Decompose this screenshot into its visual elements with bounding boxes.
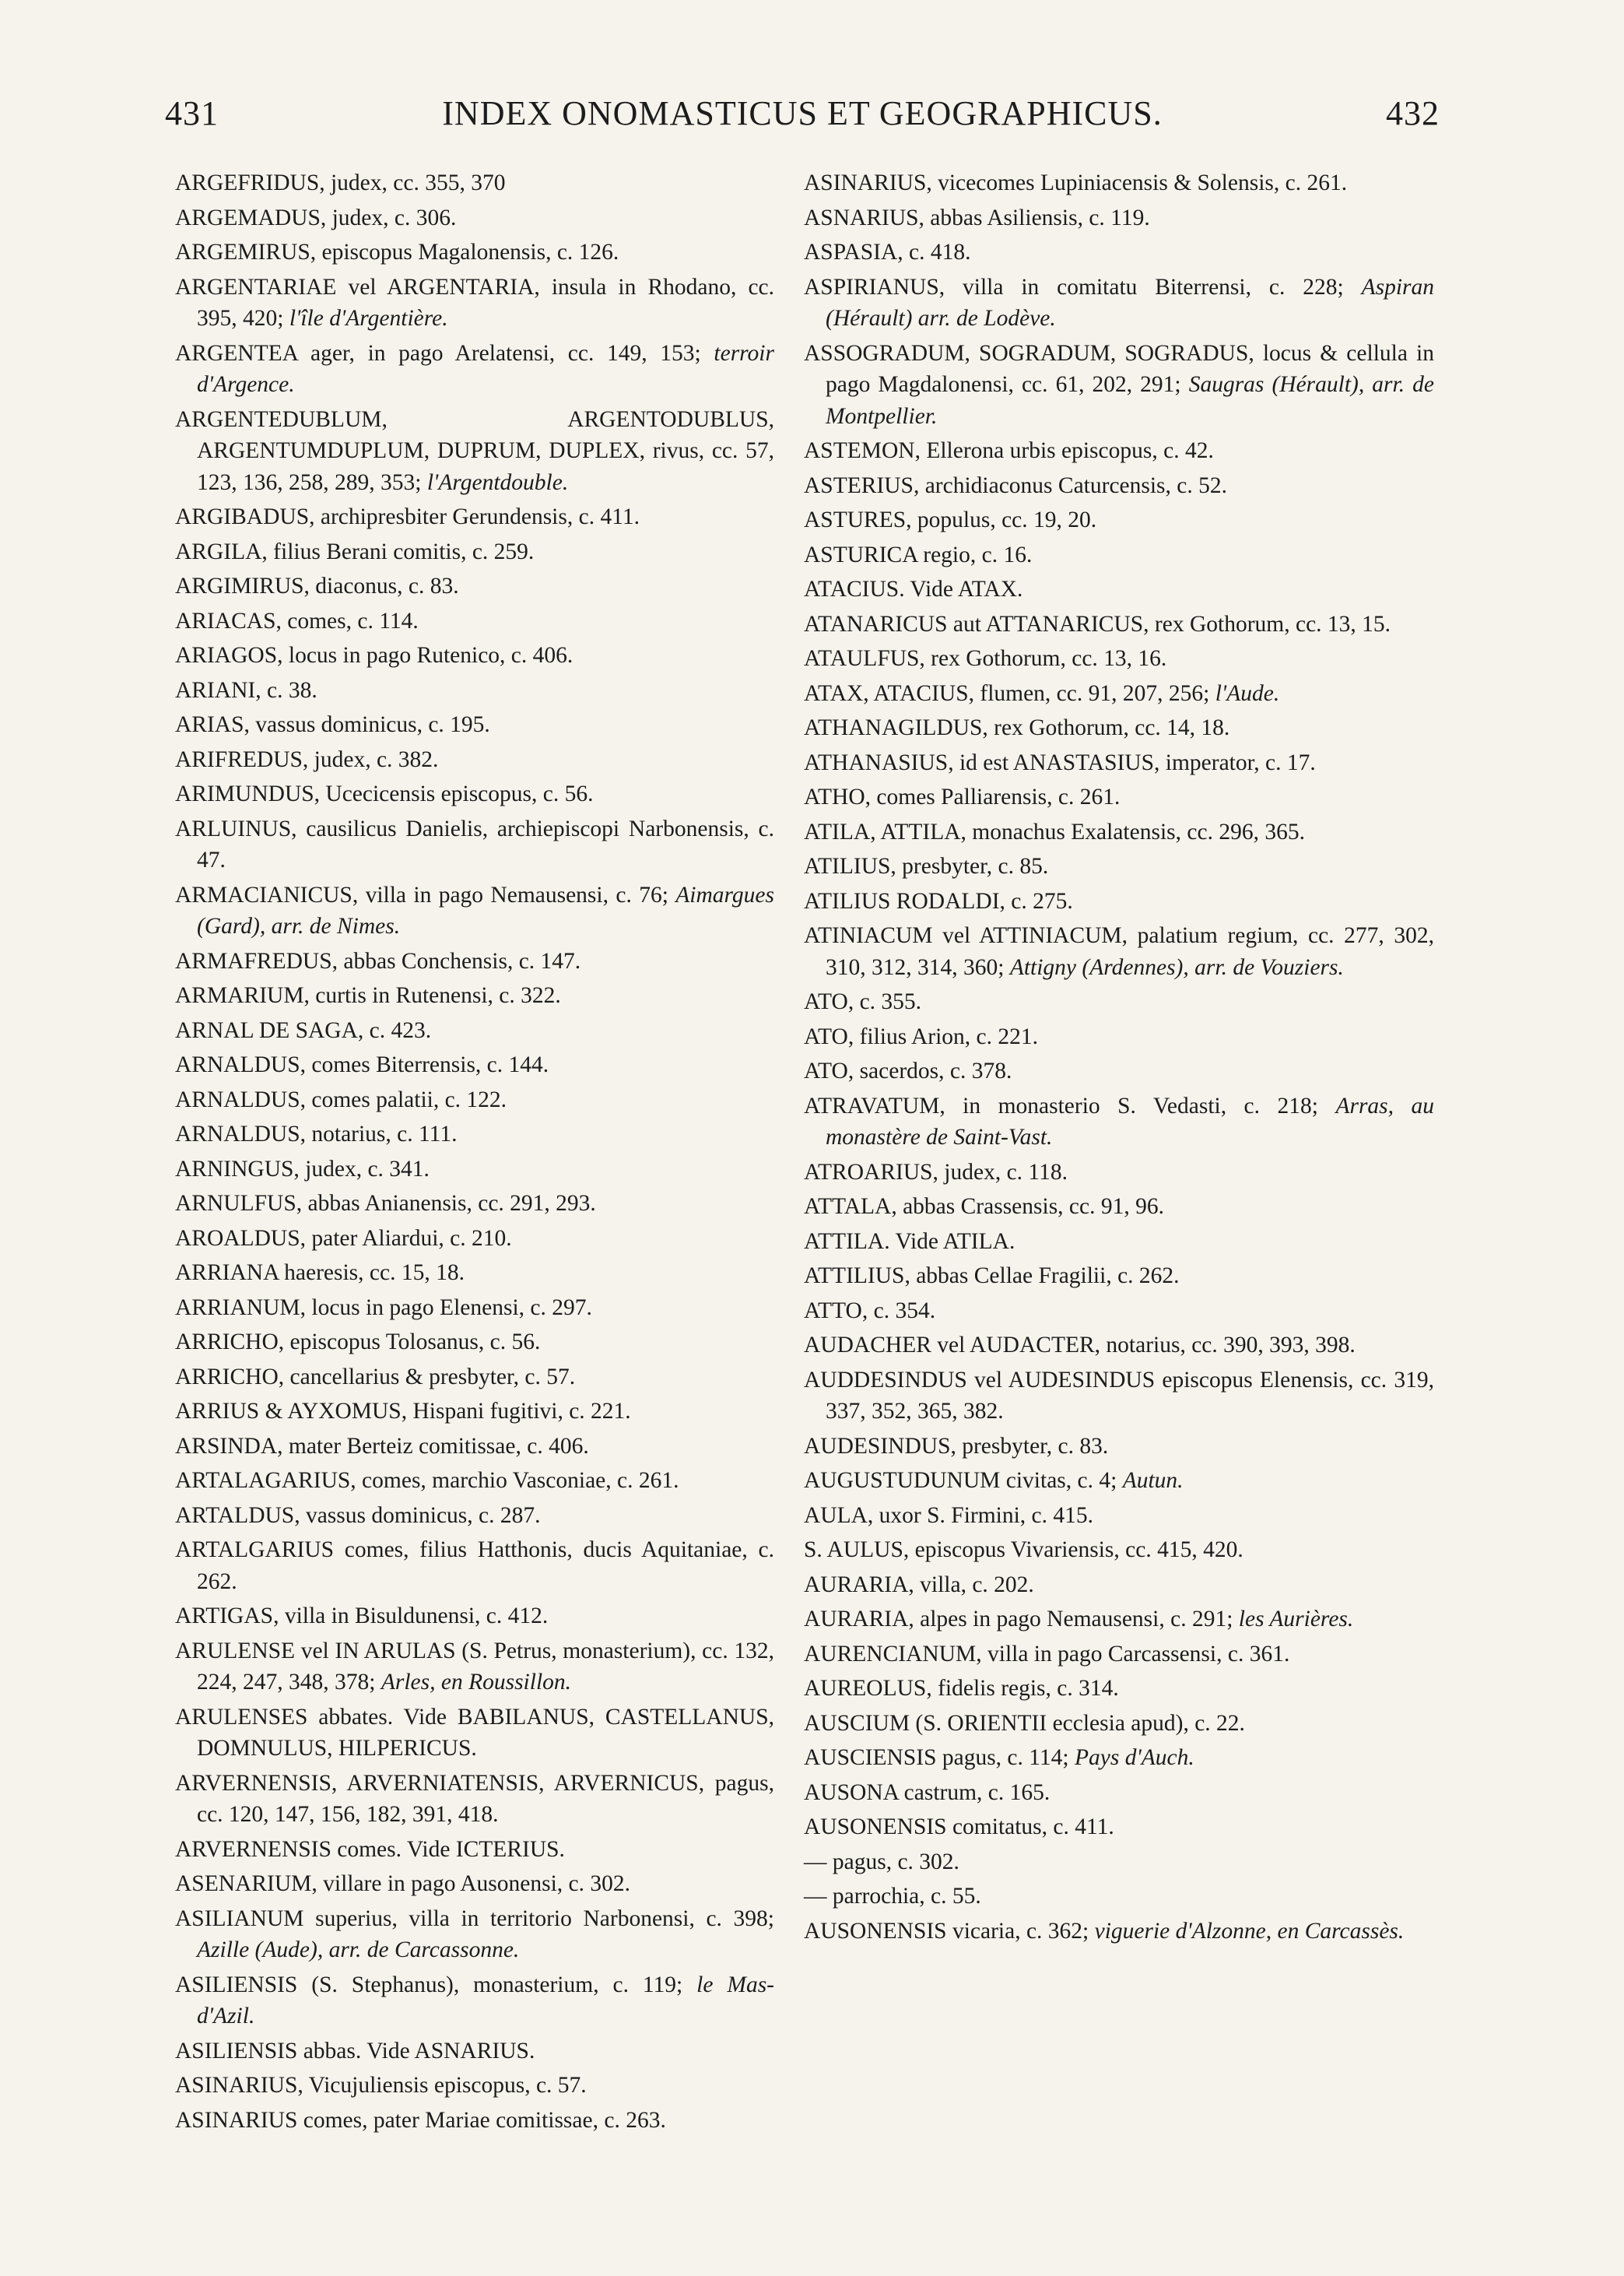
entry-text: ARMARIUM, curtis in Rutenensi, c. 322. — [175, 983, 561, 1008]
index-entry — [175, 2035, 774, 2067]
index-entry — [175, 404, 774, 499]
index-entry — [175, 606, 774, 637]
entry-text: ATINIACUM vel ATTINIACUM, palatium regium, cc. 277, 302, 310, 312, 314, 360; — [804, 923, 1434, 980]
entry-text: ARGENTEDUBLUM, ARGENTODUBLUS, ARGENTUMDUPLUM, DUPRUM, DUPLEX, rivus, cc. 57, 123, 136, 258, 289, 353; — [175, 406, 774, 495]
index-entry — [804, 781, 1434, 813]
index-entry — [804, 747, 1434, 779]
entry-place-name: Aspiran (Hérault) arr. de Lodève. — [826, 274, 1434, 331]
entry-text: ATTILIUS, abbas Cellae Fragilii, c. 262. — [804, 1263, 1180, 1288]
index-entry — [175, 1154, 774, 1185]
index-entry — [804, 1091, 1434, 1154]
page-header — [165, 93, 1440, 148]
entry-text: ARTALAGARIUS, comes, marchio Vasconiae, c. 261. — [175, 1468, 679, 1493]
entry-text: ARIANI, c. 38. — [175, 677, 317, 703]
entry-text: ATO, filius Arion, c. 221. — [804, 1024, 1039, 1049]
entry-text: ARGEMADUS, judex, c. 306. — [175, 205, 457, 230]
index-entry — [175, 1361, 774, 1393]
entry-text: ARNAL DE SAGA, c. 423. — [175, 1017, 432, 1043]
index-entry — [804, 1846, 1434, 1878]
index-entry — [175, 202, 774, 234]
entry-text: ATTALA, abbas Crassensis, cc. 91, 96. — [804, 1194, 1164, 1219]
entry-text: ATO, c. 355. — [804, 989, 922, 1014]
entry-text: ATHO, comes Palliarensis, c. 261. — [804, 785, 1121, 810]
index-entry — [175, 1257, 774, 1289]
entry-text: ASSOGRADUM, SOGRADUM, SOGRADUS, locus & cellula in pago Magdalonensi, cc. 61, 202, 291; — [804, 340, 1434, 397]
index-entry — [804, 1777, 1434, 1809]
index-entry — [175, 1188, 774, 1220]
entry-text: ARMACIANICUS, villa in pago Nemausensi, c. 76; — [175, 882, 668, 908]
entry-text: ARRIANUM, locus in pago Elenensi, c. 297. — [175, 1294, 592, 1320]
entry-text: AULA, uxor S. Firmini, c. 415. — [804, 1502, 1094, 1528]
entry-place-name: les Aurières. — [1238, 1607, 1354, 1631]
entry-text: ATAX, ATACIUS, flumen, cc. 91, 207, 256; — [804, 680, 1210, 706]
index-entry — [175, 813, 774, 876]
entry-text: ARGIMIRUS, diaconus, c. 83. — [175, 574, 459, 599]
entry-text: ARGENTARIAE vel ARGENTARIA, insula in Rhodano, cc. 395, 420; — [175, 274, 774, 331]
index-entry — [804, 504, 1434, 536]
entry-place-name: Saugras (Hérault), arr. de Montpellier. — [826, 372, 1435, 429]
entry-text: ATHANAGILDUS, rex Gothorum, cc. 14, 18. — [804, 715, 1230, 740]
index-entry — [175, 1834, 774, 1866]
entry-text: ARRIANA haeresis, cc. 15, 18. — [175, 1260, 465, 1285]
index-entry — [175, 709, 774, 741]
index-entry — [175, 1969, 774, 2032]
entry-text: ARRIUS & AYXOMUS, Hispani fugitivi, c. 221. — [175, 1399, 631, 1424]
index-entry — [804, 1055, 1434, 1087]
page-number-right: 432 — [1386, 94, 1440, 132]
entry-text: ARIACAS, comes, c. 114. — [175, 608, 419, 634]
entry-text: ARNALDUS, comes palatii, c. 122. — [175, 1087, 507, 1112]
index-entry — [804, 1365, 1434, 1428]
index-entry — [175, 744, 774, 776]
index-entry — [175, 1431, 774, 1463]
entry-text: ASNARIUS, abbas Asiliensis, c. 119. — [804, 205, 1150, 230]
entry-text: AURARIA, alpes in pago Nemausensi, c. 291; — [804, 1607, 1233, 1631]
entry-text: AUGUSTUDUNUM civitas, c. 4; — [804, 1468, 1117, 1493]
index-entry — [804, 920, 1434, 983]
index-entry — [804, 539, 1434, 571]
entry-text: S. AULUS, episcopus Vivariensis, cc. 415, 420. — [804, 1537, 1243, 1562]
entry-text: ATANARICUS aut ATTANARICUS, rex Gothorum, cc. 13, 15. — [804, 611, 1391, 637]
index-entry — [175, 1903, 774, 1966]
index-entry — [804, 1811, 1434, 1843]
index-entry — [804, 1157, 1434, 1189]
entry-text: AUDACHER vel AUDACTER, notarius, cc. 390, 393, 398. — [804, 1333, 1356, 1358]
index-entry — [804, 1021, 1434, 1053]
index-entry — [804, 167, 1434, 199]
entry-text: ARGEMIRUS, episcopus Magalonensis, c. 126. — [175, 240, 619, 265]
index-entry — [175, 778, 774, 810]
entry-place-name: Arras, au monastère de Saint-Vast. — [826, 1093, 1434, 1150]
entry-place-name: Pays d'Auch. — [1075, 1745, 1194, 1770]
index-entry — [175, 2105, 774, 2137]
index-entry — [175, 1465, 774, 1497]
entry-text: ATACIUS. Vide ATAX. — [804, 577, 1023, 602]
index-entry — [804, 202, 1434, 234]
entry-text: ASPASIA, c. 418. — [804, 240, 971, 265]
entry-text: ASINARIUS comes, pater Mariae comitissae, c. 263. — [175, 2107, 666, 2133]
index-entry — [175, 946, 774, 978]
entry-text: AUDESINDUS, presbyter, c. 83. — [804, 1433, 1109, 1459]
index-entry — [804, 1881, 1434, 1912]
index-entry — [804, 1569, 1434, 1601]
entry-text: ASTURICA regio, c. 16. — [804, 542, 1033, 567]
entry-text: ARTALDUS, vassus dominicus, c. 287. — [175, 1502, 541, 1528]
index-entry — [175, 167, 774, 199]
index-entry — [175, 1223, 774, 1255]
entry-text: ARIAGOS, locus in pago Rutenico, c. 406. — [175, 643, 573, 668]
entry-text: ATILIUS, presbyter, c. 85. — [804, 854, 1049, 879]
index-entry — [804, 1226, 1434, 1258]
index-entry — [804, 1295, 1434, 1327]
index-entry — [804, 1639, 1434, 1670]
entry-text: ASINARIUS, vicecomes Lupiniacensis & Solensis, c. 261. — [804, 170, 1348, 195]
entry-text: ARGEFRIDUS, judex, cc. 355, 370 — [175, 170, 506, 195]
entry-text: ASINARIUS, Vicujuliensis episcopus, c. 57. — [175, 2073, 587, 2098]
right-column — [804, 167, 1434, 1950]
entry-text: ASPIRIANUS, villa in comitatu Biterrensi, c. 228; — [804, 274, 1344, 300]
index-entry — [175, 272, 774, 335]
index-entry — [175, 1635, 774, 1698]
index-entry — [804, 435, 1434, 467]
index-entry — [175, 1768, 774, 1831]
index-entry — [804, 470, 1434, 502]
entry-text: ARNULFUS, abbas Anianensis, cc. 291, 293. — [175, 1191, 596, 1216]
index-entry — [175, 640, 774, 672]
page-title: INDEX ONOMASTICUS ET GEOGRAPHICUS. — [442, 94, 1163, 132]
entry-place-name: viguerie d'Alzonne, en Carcassès. — [1094, 1918, 1405, 1944]
index-entry — [804, 1534, 1434, 1566]
entry-place-name: Attigny (Ardennes), arr. de Vouziers. — [1009, 954, 1344, 980]
entry-place-name: l'Aude. — [1215, 680, 1280, 706]
entry-text: AUSONA castrum, c. 165. — [804, 1779, 1051, 1805]
entry-place-name: l'Argentdouble. — [426, 469, 569, 495]
entry-place-name: l'île d'Argentière. — [289, 306, 448, 331]
entry-text: ARIAS, vassus dominicus, c. 195. — [175, 712, 490, 737]
index-entry — [804, 1500, 1434, 1532]
left-column — [175, 167, 774, 2139]
index-entry — [804, 643, 1434, 675]
entry-text: ARGILA, filius Berani comitis, c. 259. — [175, 539, 535, 564]
index-entry — [804, 272, 1434, 335]
index-entry — [175, 338, 774, 401]
entry-text: ARRICHO, cancellarius & presbyter, c. 57. — [175, 1364, 576, 1389]
entry-text: ATILIUS RODALDI, c. 275. — [804, 888, 1073, 914]
entry-text: ARMAFREDUS, abbas Conchensis, c. 147. — [175, 948, 581, 974]
index-entry — [804, 1673, 1434, 1705]
entry-text: ASILIANUM superius, villa in territorio Narbonensi, c. 398; — [175, 1905, 774, 1931]
index-entry — [175, 1600, 774, 1632]
entry-text: ARSINDA, mater Berteiz comitissae, c. 406. — [175, 1433, 589, 1459]
entry-text: AUSCIUM (S. ORIENTII ecclesia apud), c. 22. — [804, 1710, 1245, 1736]
index-entry — [804, 712, 1434, 744]
index-entry — [804, 678, 1434, 710]
index-entry — [175, 237, 774, 269]
entry-text: ARNALDUS, comes Biterrensis, c. 144. — [175, 1052, 549, 1077]
entry-text: AUSCIENSIS pagus, c. 114; — [804, 1745, 1069, 1770]
index-entry — [175, 2070, 774, 2102]
entry-text: AUSONENSIS comitatus, c. 411. — [804, 1814, 1114, 1839]
entry-place-name: Arles, en Roussillon. — [381, 1670, 572, 1695]
index-entry — [804, 1465, 1434, 1497]
index-entry — [804, 986, 1434, 1018]
index-entry — [175, 1292, 774, 1324]
index-entry — [804, 1191, 1434, 1223]
index-entry — [175, 536, 774, 568]
entry-text: ASILIENSIS abbas. Vide ASNARIUS. — [175, 2038, 535, 2064]
entry-text: ATO, sacerdos, c. 378. — [804, 1059, 1012, 1084]
entry-text: ARLUINUS, causilicus Danielis, archiepiscopi Narbonensis, c. 47. — [175, 816, 774, 873]
entry-place-name: Azille (Aude), arr. de Carcassonne. — [197, 1937, 520, 1962]
index-entry — [175, 1702, 774, 1765]
entry-text: ARGIBADUS, archipresbiter Gerundensis, c. 411. — [175, 504, 640, 529]
entry-text: ASTEMON, Ellerona urbis episcopus, c. 42. — [804, 438, 1214, 463]
index-entry — [175, 1534, 774, 1597]
index-entry — [804, 1329, 1434, 1361]
entry-text: ARGENTEA ager, in pago Arelatensi, cc. 149, 153; — [175, 340, 701, 366]
index-entry — [804, 1916, 1434, 1948]
index-entry — [804, 1260, 1434, 1292]
page-number-left: 431 — [165, 94, 219, 132]
entry-text: ARIMUNDUS, Ucecicensis episcopus, c. 56. — [175, 781, 594, 806]
entry-text: ARNINGUS, judex, c. 341. — [175, 1156, 430, 1182]
entry-text: ATTILA. Vide ATILA. — [804, 1228, 1015, 1254]
entry-text: AURARIA, villa, c. 202. — [804, 1572, 1034, 1597]
index-entry — [804, 1603, 1434, 1635]
entry-place-name: Aimargues (Gard), arr. de Nimes. — [197, 882, 775, 939]
index-entry — [175, 571, 774, 602]
entry-place-name: le Mas-d'Azil. — [197, 1972, 774, 2028]
entry-text: ASILIENSIS (S. Stephanus), monasterium, c. 119; — [175, 1972, 683, 1997]
entry-text: ARRICHO, episcopus Tolosanus, c. 56. — [175, 1329, 541, 1354]
index-entry — [175, 1015, 774, 1047]
entry-text: ARNALDUS, notarius, c. 111. — [175, 1122, 458, 1147]
entry-text: ARVERNENSIS comes. Vide ICTERIUS. — [175, 1836, 565, 1862]
index-entry — [804, 1708, 1434, 1740]
entry-text: ASENARIUM, villare in pago Ausonensi, c. 302. — [175, 1871, 631, 1896]
index-entry — [804, 851, 1434, 883]
index-entry — [804, 338, 1434, 433]
entry-text: ATTO, c. 354. — [804, 1298, 936, 1323]
index-entry — [175, 1396, 774, 1428]
index-entry — [804, 817, 1434, 848]
entry-text: AUREOLUS, fidelis regis, c. 314. — [804, 1676, 1119, 1701]
entry-text: ARIFREDUS, judex, c. 382. — [175, 746, 439, 772]
entry-text: ATILA, ATTILA, monachus Exalatensis, cc. 296, 365. — [804, 819, 1305, 845]
entry-text: — pagus, c. 302. — [804, 1849, 959, 1874]
entry-text: AUDDESINDUS vel AUDESINDUS episcopus Elenensis, cc. 319, 337, 352, 365, 382. — [804, 1367, 1434, 1424]
entry-text: ATRAVATUM, in monasterio S. Vedasti, c. 218; — [804, 1093, 1318, 1119]
index-entry — [175, 675, 774, 707]
entry-text: ARULENSE vel IN ARULAS (S. Petrus, monasterium), cc. 132, 224, 247, 348, 378; — [175, 1638, 774, 1695]
entry-text: AROALDUS, pater Aliardui, c. 210. — [175, 1225, 512, 1251]
entry-place-name: terroir d'Argence. — [197, 340, 774, 397]
entry-text: ARULENSES abbates. Vide BABILANUS, CASTELLANUS, DOMNULUS, HILPERICUS. — [175, 1704, 774, 1761]
entry-text: ARTIGAS, villa in Bisuldunensi, c. 412. — [175, 1603, 549, 1628]
index-entry — [804, 1742, 1434, 1774]
entry-text: ATHANASIUS, id est ANASTASIUS, imperator, c. 17. — [804, 750, 1316, 775]
entry-text: AUSONENSIS vicaria, c. 362; — [804, 1918, 1089, 1944]
index-entry — [175, 1868, 774, 1900]
entry-text: ARTALGARIUS comes, filius Hatthonis, ducis Aquitaniae, c. 262. — [175, 1537, 774, 1594]
index-entry — [175, 1326, 774, 1358]
entry-text: ATROARIUS, judex, c. 118. — [804, 1159, 1068, 1185]
index-entry — [175, 1049, 774, 1081]
index-entry — [175, 980, 774, 1012]
entry-text: ARVERNENSIS, ARVERNIATENSIS, ARVERNICUS, pagus, cc. 120, 147, 156, 182, 391, 418. — [175, 1770, 774, 1827]
index-entry — [804, 1431, 1434, 1463]
entry-text: ASTURES, populus, cc. 19, 20. — [804, 508, 1097, 532]
entry-text: AURENCIANUM, villa in pago Carcassensi, c. 361. — [804, 1641, 1290, 1667]
index-entry — [175, 1084, 774, 1116]
entry-place-name: Autun. — [1122, 1468, 1184, 1493]
entry-text: ATAULFUS, rex Gothorum, cc. 13, 16. — [804, 646, 1167, 671]
index-entry — [804, 609, 1434, 641]
entry-text: ASTERIUS, archidiaconus Caturcensis, c. 52. — [804, 472, 1228, 498]
index-entry — [175, 1119, 774, 1150]
index-entry — [175, 880, 774, 943]
index-entry — [804, 574, 1434, 606]
entry-text: — parrochia, c. 55. — [804, 1884, 981, 1909]
index-entry — [175, 1500, 774, 1532]
index-entry — [804, 237, 1434, 269]
index-entry — [804, 886, 1434, 918]
index-entry — [175, 501, 774, 533]
